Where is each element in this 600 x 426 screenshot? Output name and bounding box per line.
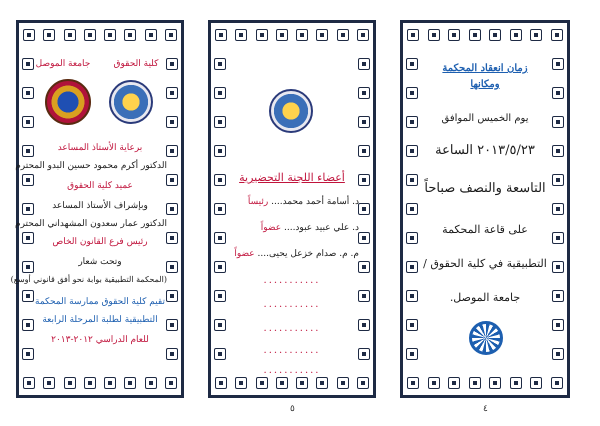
dotted-line: ........... [263,345,321,356]
member-name: د. علي عبيد عبود.... [283,223,359,233]
ornament-border-left [403,49,421,369]
member-row [225,249,359,259]
ornament-border-bottom [211,373,373,393]
venue-line-3: التاسعة والنصف صباحاً [424,181,546,196]
page-number-right: ٤ [483,404,488,414]
left-line-3: عميد كلية الحقوق [67,181,133,191]
venue-line-6: جامعة الموصل. [449,291,521,304]
dotted-line: ........... [263,365,321,376]
ornament-border-bottom [403,373,567,393]
ornament-border-bottom [19,373,181,393]
panel-middle [208,20,376,398]
member-name: م. م. صدام خزعل يحيى.... [257,249,359,259]
college-logo [269,89,313,133]
member-row [225,197,359,207]
page-number-middle: ٥ [290,404,295,414]
dotted-line: ........... [263,275,321,286]
ornament-border-top [19,25,181,45]
venue-line-2: ٢٠١٣/٥/٢٣ الساعة [435,143,535,158]
left-line-6: رئيس فرع القانون الخاص [52,237,148,247]
member-row [225,223,359,233]
panel-left [10,20,184,398]
committee-heading: أعضاء اللجنة التحضيرية [239,171,345,184]
venue-line-1: يوم الخميس الموافق [441,113,529,124]
university-logo [45,79,91,125]
left-motto: (المحكمة التطبيقية بوابة نحو أفق قانوني أوسع) [10,275,167,284]
left-line-7: وتحت شعار [78,257,122,267]
venue-heading-line-2: ومكانها [470,79,500,90]
member-name: د. أسامة أحمد محمد.... [271,197,359,207]
left-line-5: الدكتور عمار سعدون المشهداني المحترم [15,219,167,229]
ornament-border-top [211,25,373,45]
college-label: كلية الحقوق [113,59,159,69]
left-line-1: برعاية الأستاذ المساعد [57,143,143,153]
left-line-11: للعام الدراسي ٢٠١٢-٢٠١٣ [51,335,149,345]
member-role: عضواً [260,223,282,233]
panel-right [400,20,570,398]
member-role: عضواً [234,249,255,259]
college-logo [109,80,153,124]
venue-line-4: على قاعة المحكمة [442,223,528,236]
ornament-border-top [403,25,567,45]
venue-heading-line-1: زمان انعقاد المحكمة [442,63,528,74]
left-line-10: التطبيقية لطلبة المرحلة الرابعة [42,315,158,325]
university-label: جامعة الموصل [35,59,91,69]
left-line-2: الدكتور أكرم محمود حسين البدو المحترم [15,161,167,171]
left-line-9: تقيم كلية الحقوق ممارسة المحكمة [35,297,165,307]
ornament-border-left [211,49,229,369]
left-line-4: وبإشراف الأستاذ المساعد [52,201,148,211]
member-role: رئيساً [247,197,269,207]
ornament-border-right [549,49,567,369]
venue-line-5: التطبيقية في كلية الحقوق / [423,257,547,270]
dotted-line: ........... [263,323,321,334]
university-seal-icon [469,321,503,355]
ornament-border-right [355,49,373,369]
dotted-line: ........... [263,299,321,310]
